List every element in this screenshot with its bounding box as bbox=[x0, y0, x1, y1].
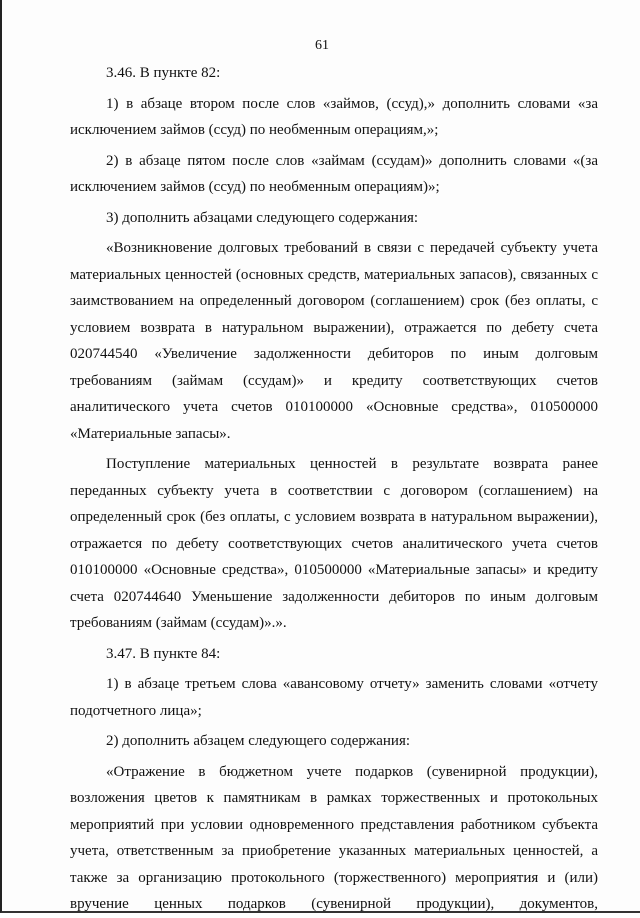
paragraph-item-2-84: 2) дополнить абзацем следующего содержания: bbox=[106, 733, 411, 749]
paragraph-item-3: 3) дополнить абзацами следующего содержания: bbox=[106, 209, 419, 226]
paragraph-item-2: 2) в абзаце пятом после слов «займам (ссудам)» дополнить словами «(за исключением займов (ссуд) по необменным операциям)»; bbox=[70, 152, 598, 195]
document-body bbox=[70, 60, 598, 918]
section-heading-3-47: 3.47. В пункте 84: bbox=[106, 645, 221, 662]
quoted-paragraph-debt-claims: «Возникновение долговых требований в связи с передачей субъекту учета материальных ценностей (основных средств, материальных запасов), связанных с заимствованием на определенный договором (соглашением) срок (без оплаты, с условием возврата в натуральном выражении), отражается по дебету счета 020744540 «Увеличение задолженности дебиторов по иным долговым требованиям (займам (ссудам)» и кредиту соответствующих счетов аналитического учета счетов 010100000 «Основные средства», 010500000 «Материальные запасы». bbox=[70, 240, 598, 442]
quoted-paragraph-gifts: «Отражение в бюджетном учете подарков (сувенирной продукции), возложения цветов к памятникам в рамках торжественных и протокольных мероприятий при условии одновременного представления работником субъекта учета, ответственным за приобретение указанных материальных ценностей, а также за организацию протокольного (торжественного) мероприятия и (или) вручение ценных подарков (сувенирной продукции), документов, bbox=[70, 763, 598, 912]
page-number: 61 bbox=[315, 38, 329, 53]
paragraph-item-1: 1) в абзаце втором после слов «займов, (ссуд),» дополнить словами «за исключением займов (ссуд) по необменным операциям,»; bbox=[70, 95, 598, 138]
paragraph-item-1-84: 1) в абзаце третьем слова «авансовому отчету» заменить словами «отчету подотчетного лица»; bbox=[70, 676, 598, 719]
paragraph-receipt-of-assets: Поступление материальных ценностей в результате возврата ранее переданных субъекту учета в соответствии с договором (соглашением) на определенный срок (без оплаты, с условием возврата в натуральном выражении), отражается по дебету соответствующих счетов аналитического учета счетов 010100000 «Основные средства», 010500000 «Материальные запасы» и кредиту счета 020744640 Уменьшение задолженности дебиторов по иным долговым требованиям (займам (ссудам)».». bbox=[70, 456, 598, 631]
section-heading-3-46: 3.46. В пункте 82: bbox=[106, 65, 221, 81]
